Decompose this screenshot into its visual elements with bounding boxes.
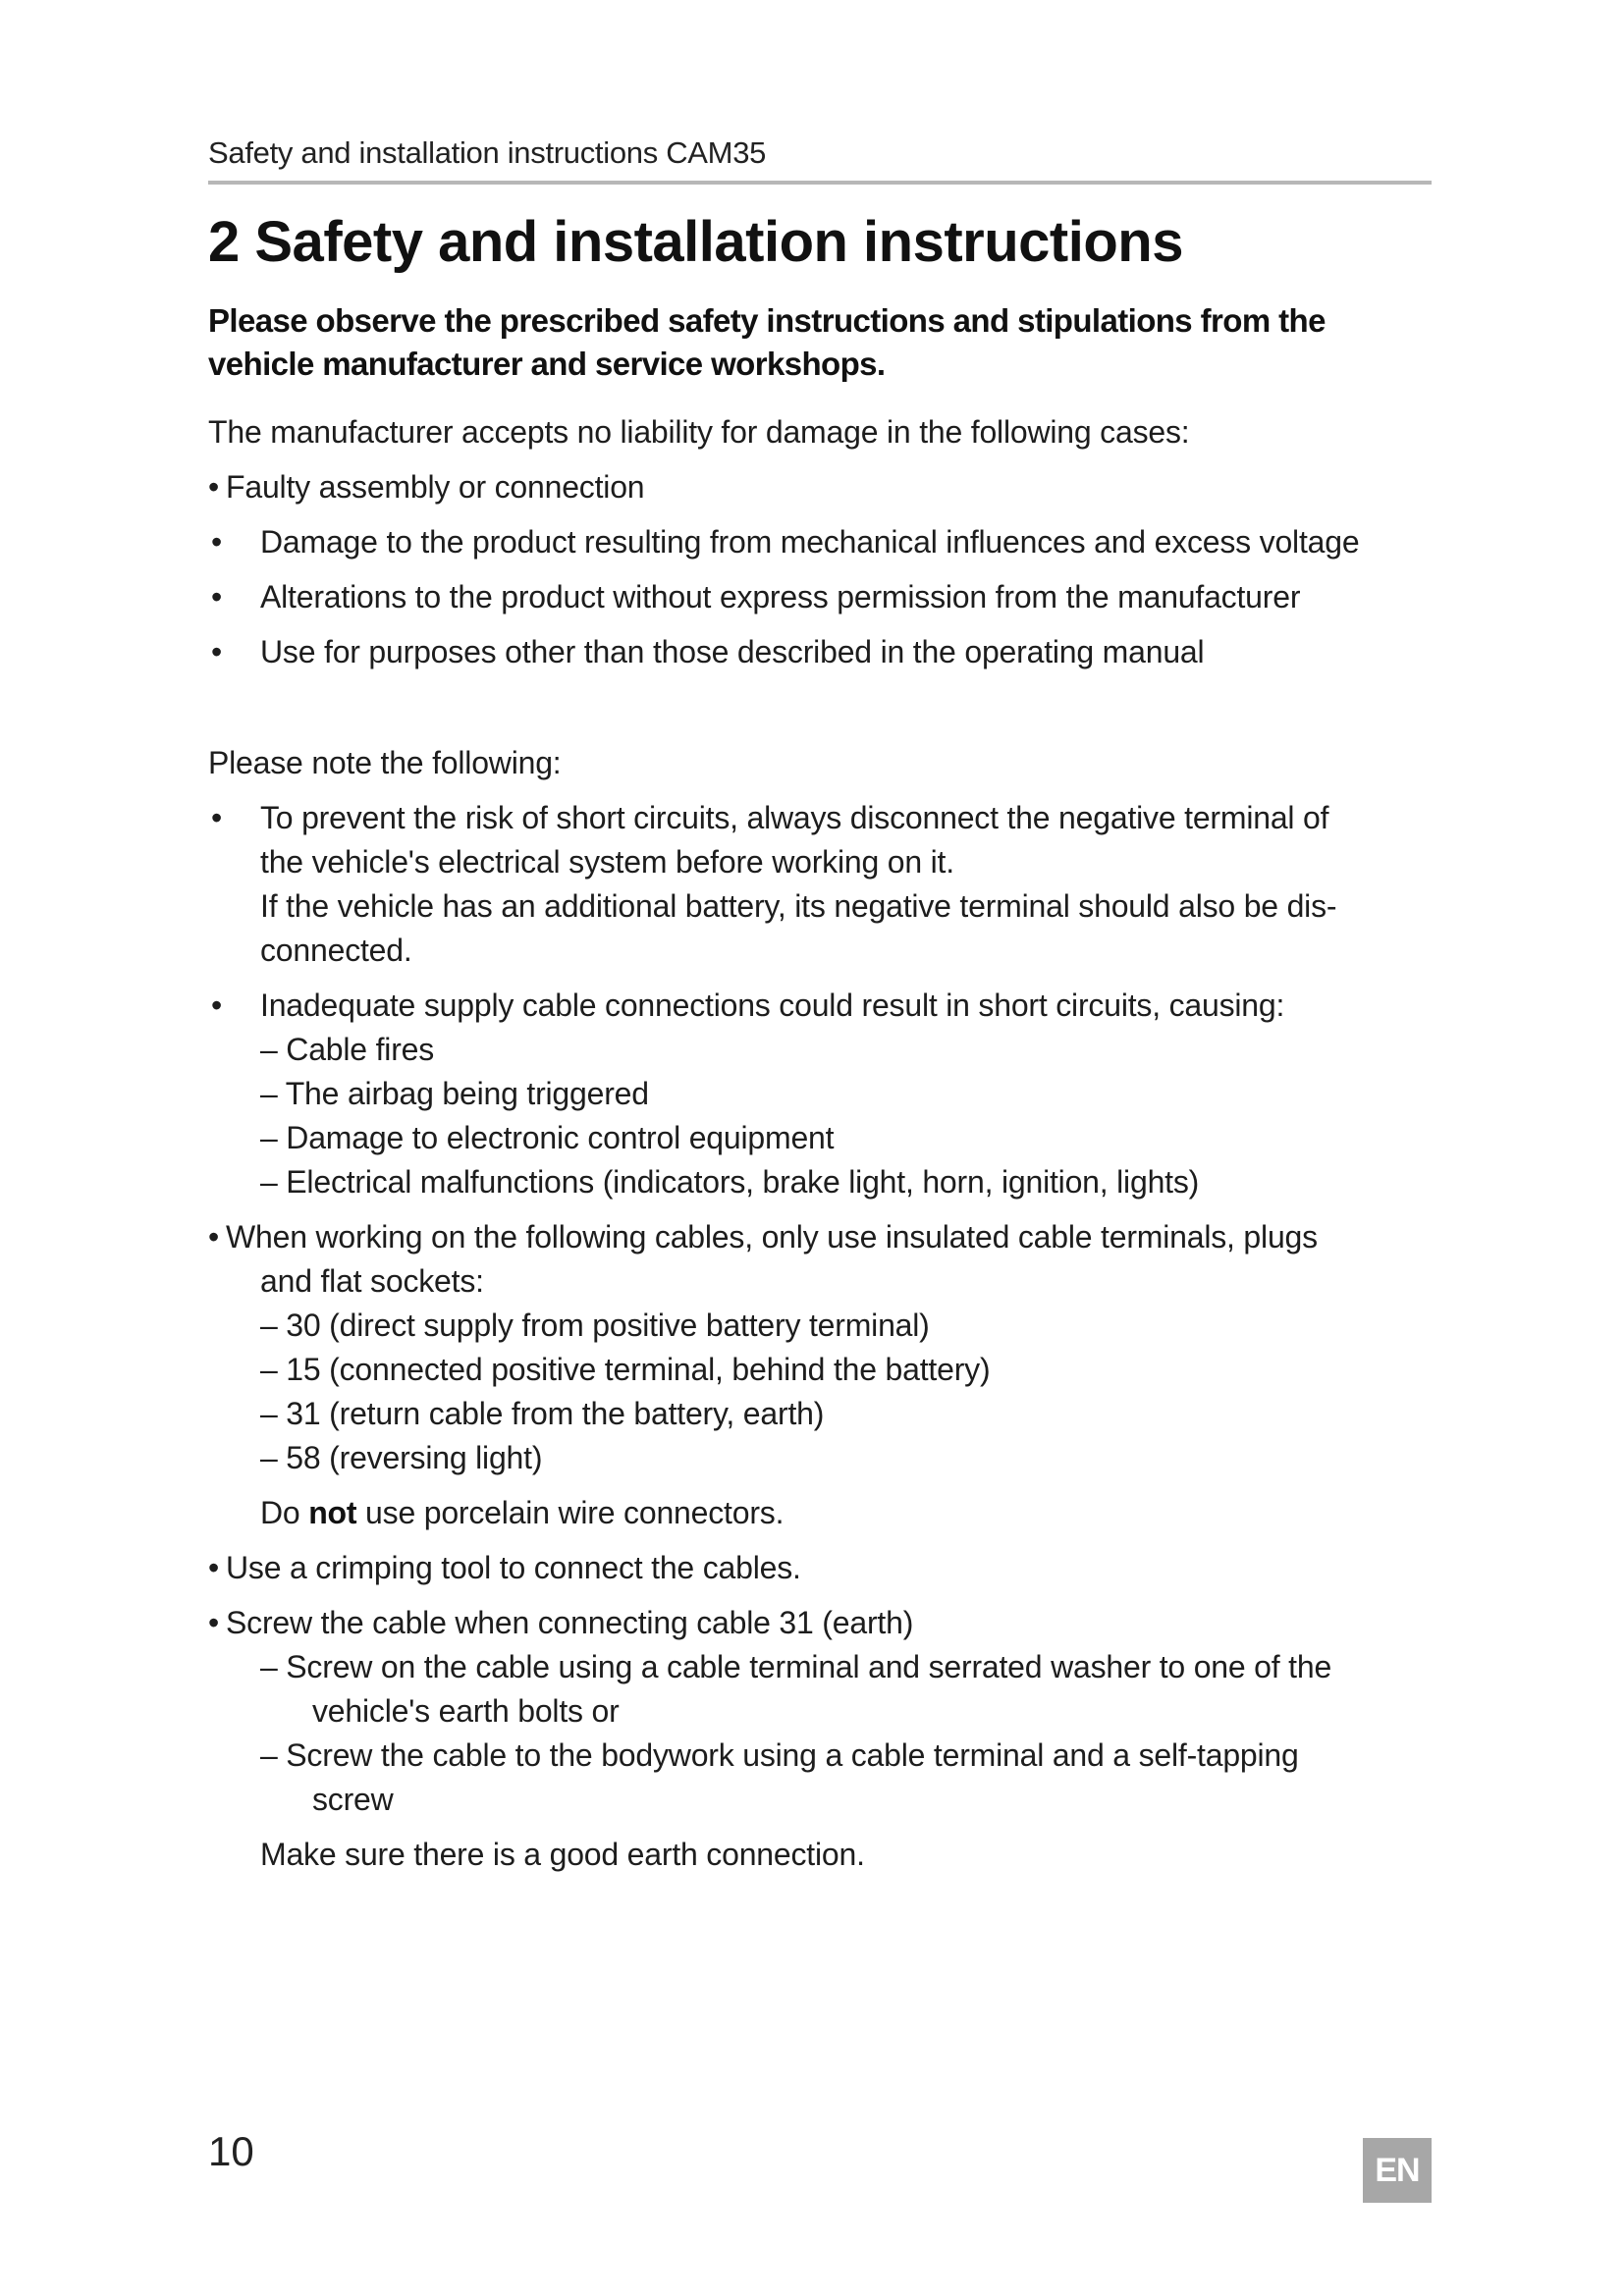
list-item-text: Use a crimping tool to connect the cables. [226, 1550, 801, 1585]
liability-list [208, 465, 1432, 674]
bullet-icon: • [211, 988, 223, 1023]
bullet-icon: • [211, 579, 223, 614]
bullet-icon: • [211, 524, 223, 560]
section-body [208, 410, 1432, 1877]
list-item-line: the vehicle's electrical system before working on it. [260, 844, 954, 880]
sub-item: – Cable fires [260, 1032, 435, 1067]
section-title: 2 Safety and installation instructions [208, 210, 1183, 274]
list-item-text: Use for purposes other than those described in the operating manual [260, 634, 1205, 669]
list-item-line: connected. [260, 933, 412, 968]
sub-item: – 15 (connected positive terminal, behind the battery) [260, 1352, 991, 1387]
sub-item: – 58 (reversing light) [260, 1440, 543, 1475]
list-item-text: Faulty assembly or connection [226, 469, 645, 505]
list-item-disconnect [208, 796, 1432, 973]
sub-item: – The airbag being triggered [260, 1076, 649, 1111]
running-header: Safety and installation instructions CAM35 [208, 135, 767, 170]
porcelain-note-emphasis: not [308, 1495, 357, 1530]
list-item-text: Damage to the product resulting from mechanical influences and excess voltage [260, 524, 1360, 560]
porcelain-note [226, 1491, 1432, 1535]
list-item [208, 520, 1432, 564]
language-badge: EN [1363, 2138, 1432, 2203]
sub-item-continuation: screw [312, 1782, 394, 1817]
note-intro: Please note the following: [208, 745, 562, 780]
bullet-icon: • [211, 800, 223, 835]
sub-item-continuation: vehicle's earth bolts or [312, 1693, 620, 1729]
bullet-icon: • [211, 634, 223, 669]
earth-closing-note: Make sure there is a good earth connection. [260, 1837, 865, 1872]
bullet-icon: • [208, 1219, 220, 1255]
porcelain-note-pre: Do [260, 1495, 309, 1530]
bullet-icon: • [208, 469, 220, 505]
sub-item: – Screw on the cable using a cable terminal and serrated washer to one of the [260, 1649, 1332, 1684]
list-item [208, 630, 1432, 674]
list-item-crimp [208, 1546, 1432, 1590]
list-item-line: and flat sockets: [260, 1263, 484, 1299]
header-divider [208, 181, 1432, 185]
list-item-line: Inadequate supply cable connections could result in short circuits, causing: [260, 988, 1285, 1023]
sub-item: – 31 (return cable from the battery, earth) [260, 1396, 825, 1431]
list-item-earth [208, 1601, 1432, 1877]
list-item-line: To prevent the risk of short circuits, always disconnect the negative terminal of [260, 800, 1329, 835]
list-item [208, 575, 1432, 619]
lead-paragraph: Please observe the prescribed safety instructions and stipulations from the vehicle manufacturer and service workshops. [208, 302, 1326, 382]
porcelain-note-post: use porcelain wire connectors. [356, 1495, 785, 1530]
sub-item: – Electrical malfunctions (indicators, brake light, horn, ignition, lights) [260, 1164, 1200, 1200]
list-item-inadequate [208, 984, 1432, 1204]
note-list [208, 796, 1432, 1877]
liability-intro: The manufacturer accepts no liability for damage in the following cases: [208, 414, 1190, 450]
bullet-icon: • [208, 1605, 220, 1640]
list-item-line: Screw the cable when connecting cable 31 (earth) [226, 1605, 914, 1640]
page-number: 10 [208, 2128, 254, 2174]
list-item [208, 465, 1432, 509]
list-item-line: When working on the following cables, only use insulated cable terminals, plugs [226, 1219, 1318, 1255]
list-item-line: If the vehicle has an additional battery, its negative terminal should also be dis- [260, 888, 1337, 924]
sub-item: – 30 (direct supply from positive battery terminal) [260, 1308, 930, 1343]
list-item-cables [208, 1215, 1432, 1535]
sub-item: – Damage to electronic control equipment [260, 1120, 835, 1155]
sub-item: – Screw the cable to the bodywork using a cable terminal and a self-tapping [260, 1737, 1299, 1773]
bullet-icon: • [208, 1550, 220, 1585]
list-item-text: Alterations to the product without express permission from the manufacturer [260, 579, 1301, 614]
